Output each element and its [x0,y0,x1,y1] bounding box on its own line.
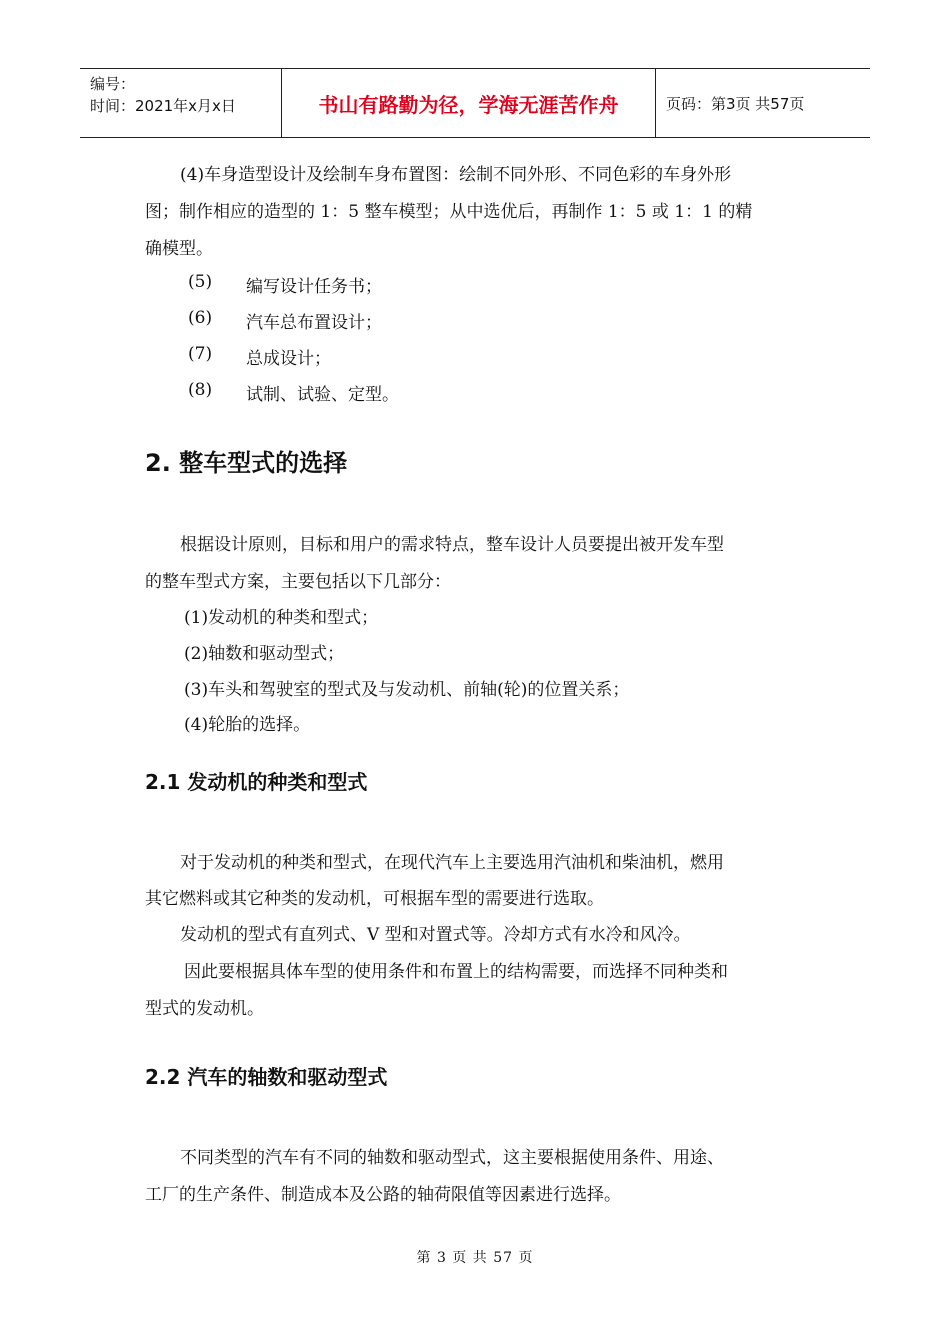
header-motto: 书山有路勤为径，学海无涯苦作舟 [282,69,656,137]
section-2-para-line2: 的整车型式方案，主要包括以下几部分： [145,572,451,592]
section-2-item: (4)轮胎的选择。 [184,715,311,735]
step-text: 编写设计任务书； [246,277,382,297]
section-2-item: (2)轴数和驱动型式； [184,644,345,664]
section-2-para-line1: 根据设计原则，目标和用户的需求特点，整车设计人员要提出被开发车型 [180,535,724,555]
section-2-item: (3)车头和驾驶室的型式及与发动机、前轴(轮)的位置关系； [184,680,630,700]
step-number: (7) [188,344,213,364]
step-text: 汽车总布置设计； [246,313,382,333]
section-2-1-p1-line1: 对于发动机的种类和型式，在现代汽车上主要选用汽油机和柴油机，燃用 [180,853,724,873]
section-2-heading: 2. 整车型式的选择 [145,449,348,477]
item4-line1: (4)车身造型设计及绘制车身布置图：绘制不同外形、不同色彩的车身外形 [180,165,732,185]
section-2-2-heading: 2.2 汽车的轴数和驱动型式 [145,1065,388,1089]
step-text: 总成设计； [246,349,331,369]
header-page-info: 页码：第3页 共57页 [666,94,805,113]
step-number: (8) [188,380,213,400]
page-header [80,68,870,138]
step-text: 试制、试验、定型。 [246,385,399,405]
section-2-1-heading: 2.1 发动机的种类和型式 [145,770,368,794]
page-footer: 第 3 页 共 57 页 [416,1250,534,1266]
header-meta [80,69,282,137]
section-2-1-p2: 发动机的型式有直列式、V 型和对置式等。冷却方式有水冷和风冷。 [180,925,691,945]
step-number: (5) [188,272,213,292]
section-2-2-p1-line1: 不同类型的汽车有不同的轴数和驱动型式，这主要根据使用条件、用途、 [180,1148,724,1168]
document-number-label: 编号： [90,75,136,93]
section-2-1-p3-line2: 型式的发动机。 [145,999,264,1019]
item4-line3: 确模型。 [145,239,213,259]
section-2-item: (1)发动机的种类和型式； [184,608,379,628]
section-2-1-p3-line1: 因此要根据具体车型的使用条件和布置上的结构需要，而选择不同种类和 [184,962,728,982]
item4-line2: 图；制作相应的造型的 1：5 整车模型；从中选优后，再制作 1：5 或 1：1 的精 [145,202,753,222]
step-number: (6) [188,308,213,328]
section-2-1-p1-line2: 其它燃料或其它种类的发动机，可根据车型的需要进行选取。 [145,889,604,909]
section-2-2-p1-line2: 工厂的生产条件、制造成本及公路的轴荷限值等因素进行选择。 [145,1185,621,1205]
document-date: 时间：2021年x月x日 [90,97,236,115]
